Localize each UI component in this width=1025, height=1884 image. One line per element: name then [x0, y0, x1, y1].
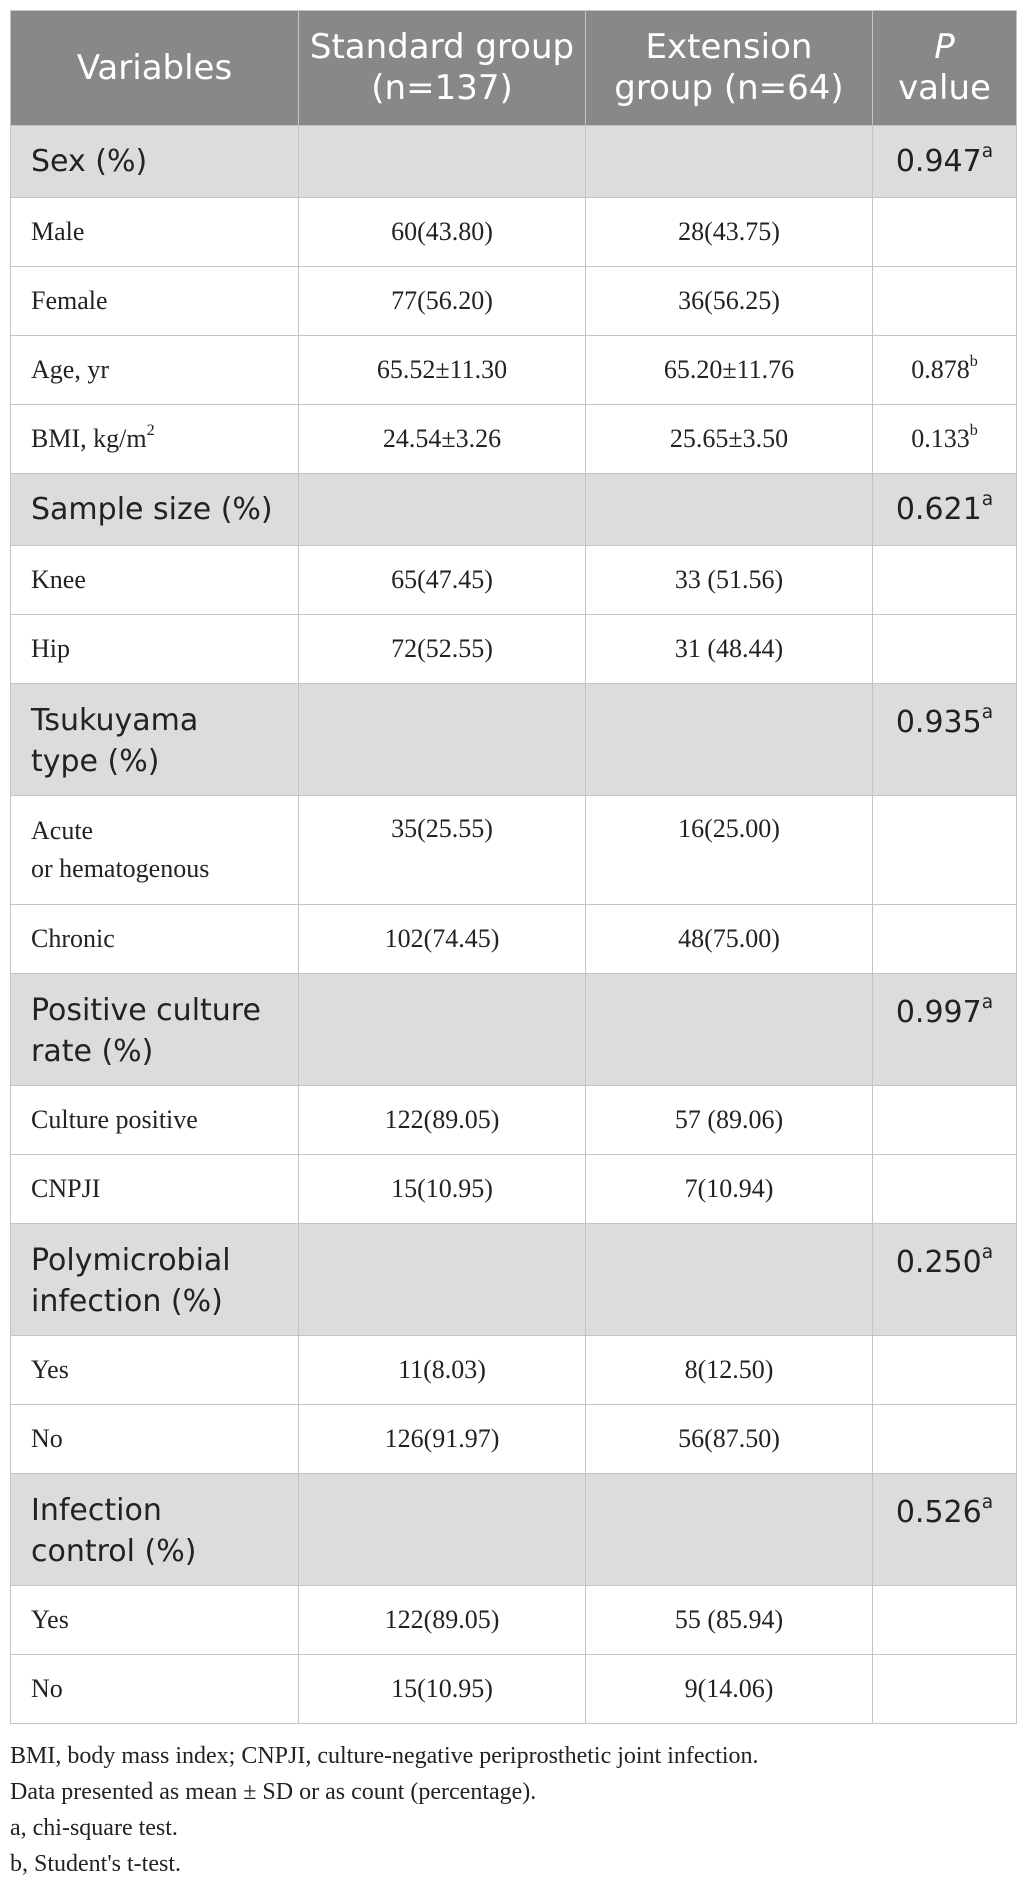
p-value: 0.935$^a$: [873, 684, 1017, 796]
standard-value: 15(10.95): [299, 1655, 586, 1724]
table-row: [11, 267, 1017, 336]
extension-value: 8(12.50): [586, 1336, 873, 1405]
standard-value: 35(25.55): [299, 796, 586, 905]
footnote-a: a, chi-square test.: [10, 1815, 178, 1841]
extension-value: 28(43.75): [586, 198, 873, 267]
group-label: Polymicrobial infection (%): [11, 1224, 299, 1336]
standard-value: 72(52.55): [299, 615, 586, 684]
row-label: Acute or hematogenous: [11, 796, 299, 905]
group-label: Sex (%): [11, 126, 299, 198]
extension-value: 57 (89.06): [586, 1086, 873, 1155]
row-label: Female: [11, 267, 299, 336]
extension-value: 25.65±3.50: [586, 405, 873, 474]
group-row-positive-culture-rate: [11, 974, 1017, 1086]
row-label: CNPJI: [11, 1155, 299, 1224]
standard-value: 77(56.20): [299, 267, 586, 336]
extension-value: 16(25.00): [586, 796, 873, 905]
group-label: Positive culture rate (%): [11, 974, 299, 1086]
group-row-infection-control: [11, 1474, 1017, 1586]
table-row: [11, 905, 1017, 974]
extension-value: 55 (85.94): [586, 1586, 873, 1655]
table-row-bmi: [11, 405, 1017, 474]
standard-value: 11(8.03): [299, 1336, 586, 1405]
table-row-age: [11, 336, 1017, 405]
p-value: 0.997$^a$: [873, 974, 1017, 1086]
header-p-value: [873, 11, 1017, 126]
row-label: BMI, $kg/m^2$: [11, 405, 299, 474]
extension-value: 36(56.25): [586, 267, 873, 336]
p-value: 0.250$^a$: [873, 1224, 1017, 1336]
row-label: Culture positive: [11, 1086, 299, 1155]
row-label: Yes: [11, 1336, 299, 1405]
extension-value: 31 (48.44): [586, 615, 873, 684]
table-row: [11, 1405, 1017, 1474]
row-label: Knee: [11, 546, 299, 615]
table-row: [11, 615, 1017, 684]
p-value: 0.947$^a$: [873, 126, 1017, 198]
group-row-tsukuyama-type: [11, 684, 1017, 796]
group-label: Tsukuyama type (%): [11, 684, 299, 796]
row-label: Yes: [11, 1586, 299, 1655]
extension-value: 7(10.94): [586, 1155, 873, 1224]
standard-value: 102(74.45): [299, 905, 586, 974]
table-row: [11, 796, 1017, 905]
table-row: [11, 1155, 1017, 1224]
p-value: 0.621$^a$: [873, 474, 1017, 546]
header-standard-group: Standard group (n=137): [299, 11, 586, 126]
footnote-abbreviations: BMI, body mass index; CNPJI, culture-negative periprosthetic joint infection.: [10, 1743, 759, 1769]
group-label: Infection control (%): [11, 1474, 299, 1586]
extension-value: 33 (51.56): [586, 546, 873, 615]
table-row: [11, 1336, 1017, 1405]
header-variables: Variables: [11, 11, 299, 126]
baseline-characteristics-table: [10, 10, 1017, 1724]
table-row: [11, 546, 1017, 615]
standard-value: 126(91.97): [299, 1405, 586, 1474]
row-label: No: [11, 1655, 299, 1724]
table-row: [11, 1655, 1017, 1724]
row-label: Age, yr: [11, 336, 299, 405]
group-row-sample-size: [11, 474, 1017, 546]
extension-value: 65.20±11.76: [586, 336, 873, 405]
header-p-word: value: [898, 68, 991, 108]
extension-value: 9(14.06): [586, 1655, 873, 1724]
extension-value: 56(87.50): [586, 1405, 873, 1474]
p-value: 0.133$^b$: [873, 405, 1017, 474]
row-label: Chronic: [11, 905, 299, 974]
footnote-data-presentation: Data presented as mean ± SD or as count (percentage).: [10, 1779, 537, 1805]
standard-value: 65.52±11.30: [299, 336, 586, 405]
table-header: [11, 11, 1017, 126]
footnote-b: b, Student's t-test.: [10, 1851, 181, 1877]
table-row: [11, 1586, 1017, 1655]
standard-value: 60(43.80): [299, 198, 586, 267]
group-row-sex: [11, 126, 1017, 198]
group-label: Sample size (%): [11, 474, 299, 546]
table-footnotes: [10, 1738, 1016, 1882]
standard-value: 15(10.95): [299, 1155, 586, 1224]
p-value: 0.526$^a$: [873, 1474, 1017, 1586]
standard-value: 65(47.45): [299, 546, 586, 615]
standard-value: 24.54±3.26: [299, 405, 586, 474]
standard-value: 122(89.05): [299, 1586, 586, 1655]
header-p-letter: P: [934, 27, 955, 67]
standard-value: 122(89.05): [299, 1086, 586, 1155]
table-row: [11, 198, 1017, 267]
extension-value: 48(75.00): [586, 905, 873, 974]
header-extension-group: Extension group (n=64): [586, 11, 873, 126]
group-row-polymicrobial-infection: [11, 1224, 1017, 1336]
row-label: No: [11, 1405, 299, 1474]
row-label: Hip: [11, 615, 299, 684]
table-row: [11, 1086, 1017, 1155]
p-value: 0.878$^b$: [873, 336, 1017, 405]
row-label: Male: [11, 198, 299, 267]
